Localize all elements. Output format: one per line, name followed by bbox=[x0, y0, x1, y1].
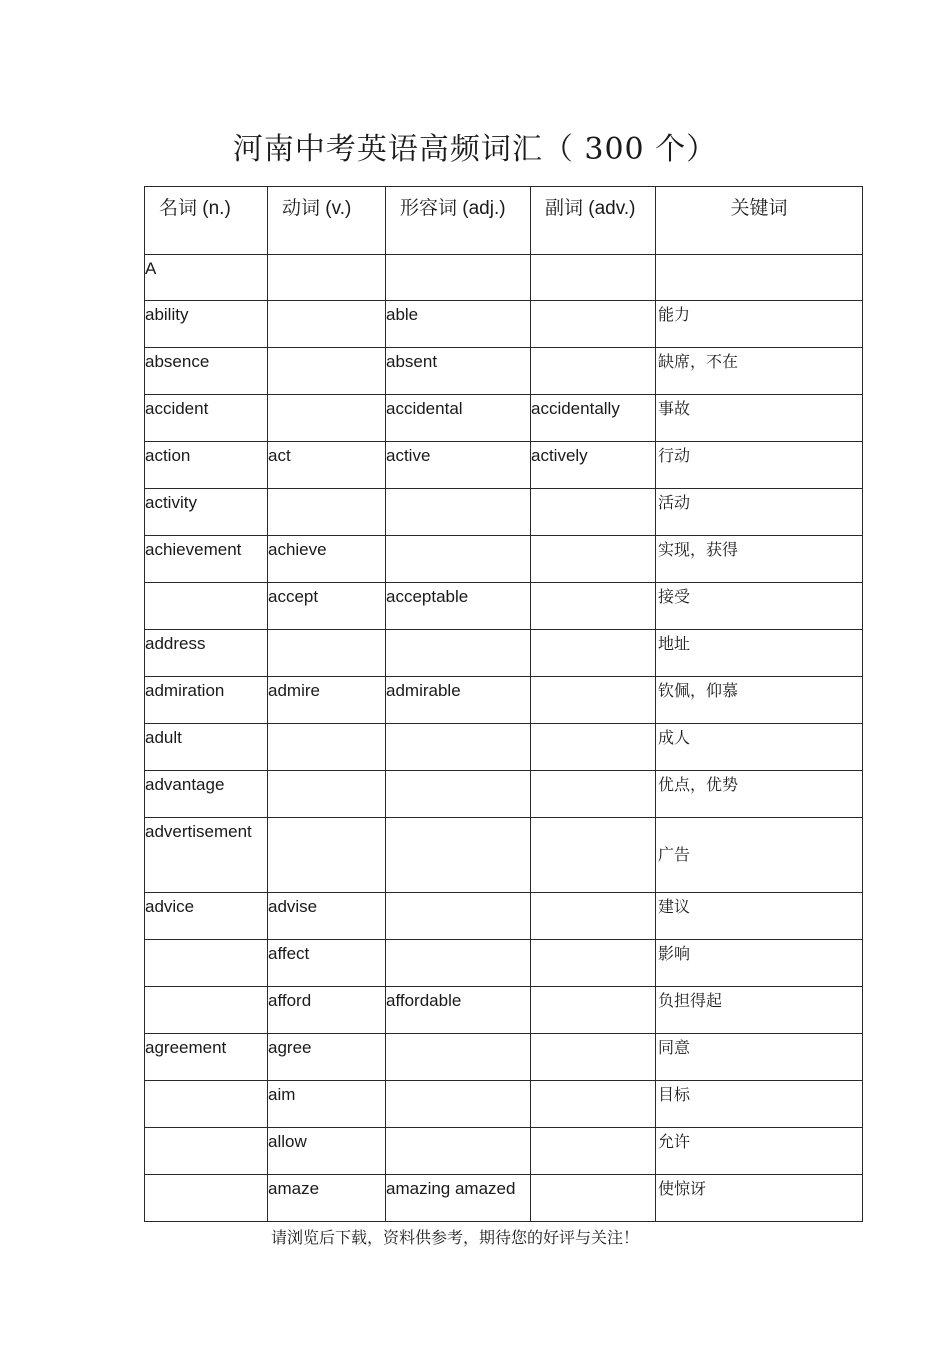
keyword-cell: 优点，优势 bbox=[656, 771, 863, 818]
table-row bbox=[145, 818, 863, 893]
table-row bbox=[145, 1034, 863, 1081]
keyword-cell: 活动 bbox=[656, 489, 863, 536]
adjective-cell bbox=[386, 255, 531, 301]
adverb-cell bbox=[531, 987, 656, 1034]
vocabulary-table bbox=[144, 186, 863, 1222]
keyword-cell: 影响 bbox=[656, 940, 863, 987]
adjective-cell bbox=[386, 1034, 531, 1081]
table-row bbox=[145, 1175, 863, 1222]
keyword-cell: 能力 bbox=[656, 301, 863, 348]
verb-cell bbox=[268, 818, 386, 893]
noun-cell: ability bbox=[145, 301, 268, 348]
noun-cell: A bbox=[145, 255, 268, 301]
table-row bbox=[145, 771, 863, 818]
verb-cell: advise bbox=[268, 893, 386, 940]
verb-cell: allow bbox=[268, 1128, 386, 1175]
keyword-cell: 同意 bbox=[656, 1034, 863, 1081]
keyword-cell: 建议 bbox=[656, 893, 863, 940]
adverb-cell bbox=[531, 255, 656, 301]
adjective-cell: acceptable bbox=[386, 583, 531, 630]
adjective-cell bbox=[386, 536, 531, 583]
verb-cell: aim bbox=[268, 1081, 386, 1128]
verb-cell: admire bbox=[268, 677, 386, 724]
table-row bbox=[145, 1081, 863, 1128]
noun-cell: absence bbox=[145, 348, 268, 395]
noun-cell bbox=[145, 583, 268, 630]
noun-cell bbox=[145, 1128, 268, 1175]
adverb-cell bbox=[531, 893, 656, 940]
table-row bbox=[145, 987, 863, 1034]
adjective-cell: accidental bbox=[386, 395, 531, 442]
keyword-cell: 允许 bbox=[656, 1128, 863, 1175]
keyword-cell: 缺席，不在 bbox=[656, 348, 863, 395]
noun-cell: action bbox=[145, 442, 268, 489]
adverb-cell bbox=[531, 1034, 656, 1081]
noun-cell bbox=[145, 1081, 268, 1128]
keyword-cell: 行动 bbox=[656, 442, 863, 489]
verb-cell: agree bbox=[268, 1034, 386, 1081]
verb-cell: affect bbox=[268, 940, 386, 987]
adverb-cell bbox=[531, 771, 656, 818]
keyword-cell: 目标 bbox=[656, 1081, 863, 1128]
header-adverb: 副词 (adv.) bbox=[531, 187, 656, 255]
table-row bbox=[145, 348, 863, 395]
adjective-cell bbox=[386, 818, 531, 893]
verb-cell: accept bbox=[268, 583, 386, 630]
noun-cell: agreement bbox=[145, 1034, 268, 1081]
adjective-cell bbox=[386, 893, 531, 940]
table-row bbox=[145, 893, 863, 940]
adjective-cell bbox=[386, 940, 531, 987]
adverb-cell: actively bbox=[531, 442, 656, 489]
verb-cell bbox=[268, 489, 386, 536]
header-keyword: 关键词 bbox=[656, 187, 863, 255]
header-adjective: 形容词 (adj.) bbox=[386, 187, 531, 255]
noun-cell: address bbox=[145, 630, 268, 677]
adjective-cell bbox=[386, 630, 531, 677]
keyword-cell: 钦佩，仰慕 bbox=[656, 677, 863, 724]
adjective-cell: affordable bbox=[386, 987, 531, 1034]
adjective-cell bbox=[386, 1128, 531, 1175]
adjective-cell bbox=[386, 489, 531, 536]
verb-cell bbox=[268, 255, 386, 301]
adverb-cell bbox=[531, 301, 656, 348]
table-row bbox=[145, 677, 863, 724]
table-row bbox=[145, 442, 863, 489]
table-row bbox=[145, 583, 863, 630]
noun-cell bbox=[145, 940, 268, 987]
noun-cell: advice bbox=[145, 893, 268, 940]
verb-cell: achieve bbox=[268, 536, 386, 583]
verb-cell: afford bbox=[268, 987, 386, 1034]
noun-cell bbox=[145, 987, 268, 1034]
table-row bbox=[145, 255, 863, 301]
table-row bbox=[145, 301, 863, 348]
noun-cell: achievement bbox=[145, 536, 268, 583]
keyword-cell: 负担得起 bbox=[656, 987, 863, 1034]
adverb-cell bbox=[531, 724, 656, 771]
adjective-cell: able bbox=[386, 301, 531, 348]
noun-cell: advertisement bbox=[145, 818, 268, 893]
keyword-cell: 接受 bbox=[656, 583, 863, 630]
table-row bbox=[145, 630, 863, 677]
adverb-cell bbox=[531, 348, 656, 395]
noun-cell: advantage bbox=[145, 771, 268, 818]
adjective-cell: active bbox=[386, 442, 531, 489]
adjective-cell: absent bbox=[386, 348, 531, 395]
keyword-cell: 事故 bbox=[656, 395, 863, 442]
adjective-cell: amazing amazed bbox=[386, 1175, 531, 1222]
verb-cell bbox=[268, 348, 386, 395]
adverb-cell bbox=[531, 489, 656, 536]
noun-cell: activity bbox=[145, 489, 268, 536]
adverb-cell: accidentally bbox=[531, 395, 656, 442]
keyword-cell: 地址 bbox=[656, 630, 863, 677]
keyword-cell: 实现，获得 bbox=[656, 536, 863, 583]
noun-cell bbox=[145, 1175, 268, 1222]
header-verb: 动词 (v.) bbox=[268, 187, 386, 255]
noun-cell: accident bbox=[145, 395, 268, 442]
adverb-cell bbox=[531, 630, 656, 677]
noun-cell: admiration bbox=[145, 677, 268, 724]
adverb-cell bbox=[531, 1081, 656, 1128]
table-header-row bbox=[145, 187, 863, 255]
adjective-cell bbox=[386, 724, 531, 771]
table-body bbox=[145, 255, 863, 1222]
noun-cell: adult bbox=[145, 724, 268, 771]
page-footer: 请浏览后下载，资料供参考，期待您的好评与关注！ bbox=[270, 1228, 639, 1247]
document-title: 河南中考英语高频词汇（ 300 个） bbox=[232, 132, 718, 167]
header-noun: 名词 (n.) bbox=[145, 187, 268, 255]
keyword-cell: 成人 bbox=[656, 724, 863, 771]
verb-cell bbox=[268, 301, 386, 348]
table-row bbox=[145, 489, 863, 536]
verb-cell bbox=[268, 395, 386, 442]
adverb-cell bbox=[531, 1175, 656, 1222]
table-row bbox=[145, 1128, 863, 1175]
table-row bbox=[145, 395, 863, 442]
adverb-cell bbox=[531, 818, 656, 893]
adverb-cell bbox=[531, 536, 656, 583]
verb-cell bbox=[268, 724, 386, 771]
adverb-cell bbox=[531, 583, 656, 630]
keyword-cell: 广告 bbox=[656, 818, 863, 893]
verb-cell: act bbox=[268, 442, 386, 489]
verb-cell: amaze bbox=[268, 1175, 386, 1222]
adjective-cell: admirable bbox=[386, 677, 531, 724]
verb-cell bbox=[268, 630, 386, 677]
keyword-cell: 使惊讶 bbox=[656, 1175, 863, 1222]
adverb-cell bbox=[531, 677, 656, 724]
table-row bbox=[145, 536, 863, 583]
table-row bbox=[145, 940, 863, 987]
keyword-cell bbox=[656, 255, 863, 301]
verb-cell bbox=[268, 771, 386, 818]
adjective-cell bbox=[386, 1081, 531, 1128]
table-row bbox=[145, 724, 863, 771]
adverb-cell bbox=[531, 1128, 656, 1175]
adjective-cell bbox=[386, 771, 531, 818]
adverb-cell bbox=[531, 940, 656, 987]
